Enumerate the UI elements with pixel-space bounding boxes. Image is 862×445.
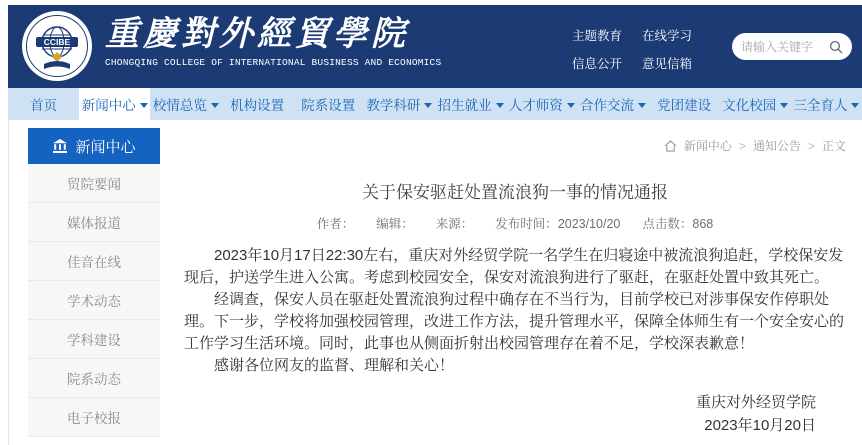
sidebar-header-news-center <box>28 128 160 164</box>
site-name-chinese: 重慶對外經貿學院 <box>105 14 409 54</box>
article-paragraph-1: 2023年10月17日22:30左右，重庆对外经贸学院一名学生在归寝途中被流浪狗追赶，学校保安发现后，护送学生进入公寓。考虑到校园安全，保安对流浪狗进行了驱赶，在驱赶处置中致其死亡。 <box>184 247 844 286</box>
site-page <box>8 5 862 445</box>
article-meta <box>184 214 846 232</box>
meta-clicks-label: 点击数： <box>642 217 693 231</box>
sidebar-item-academic-news[interactable]: 学术动态 <box>28 281 160 320</box>
quick-link-theme-education[interactable]: 主题教育 <box>571 29 622 43</box>
nav-item-school-overview[interactable] <box>150 88 221 120</box>
site-brand <box>105 13 441 68</box>
nav-item-departments[interactable] <box>293 88 364 120</box>
sidebar-item-discipline-construction[interactable]: 学科建设 <box>28 320 160 359</box>
nav-label: 三全育人 <box>793 98 848 113</box>
chevron-down-icon <box>211 103 219 108</box>
site-header <box>8 5 862 88</box>
nav-label: 党团建设 <box>657 98 712 113</box>
meta-publish-time <box>495 214 620 232</box>
nav-label: 校情总览 <box>152 98 207 113</box>
nav-item-party-building[interactable] <box>649 88 720 120</box>
header-quick-links <box>572 26 692 72</box>
signature-org: 重庆对外经贸学院 <box>695 394 816 411</box>
nav-label: 院系设置 <box>301 98 356 113</box>
nav-item-talent-faculty[interactable] <box>506 88 577 120</box>
nav-item-teaching-research[interactable] <box>364 88 435 120</box>
chevron-down-icon <box>638 103 646 108</box>
nav-item-admissions-employment[interactable] <box>435 88 506 120</box>
chevron-down-icon <box>780 103 788 108</box>
search-icon[interactable] <box>829 40 843 54</box>
breadcrumb <box>184 137 846 154</box>
search-input[interactable] <box>741 40 825 54</box>
nav-label: 教学科研 <box>366 98 421 113</box>
chevron-down-icon <box>140 103 148 108</box>
meta-author-label: 作者： <box>316 217 355 231</box>
chevron-down-icon <box>567 103 575 108</box>
sidebar <box>28 128 160 445</box>
nav-item-three-all-education[interactable] <box>791 88 862 120</box>
nav-item-home[interactable] <box>8 88 79 120</box>
breadcrumb-notices[interactable]: 通知公告 <box>752 139 801 153</box>
meta-editor <box>376 214 414 232</box>
nav-label: 人才师资 <box>508 98 563 113</box>
meta-time-label: 发布时间： <box>495 217 558 231</box>
school-building-icon <box>52 139 68 153</box>
nav-label: 新闻中心 <box>81 98 136 113</box>
nav-item-organization[interactable] <box>222 88 293 120</box>
search-box[interactable] <box>732 33 852 60</box>
quick-link-suggestion-mailbox[interactable]: 意见信箱 <box>641 57 692 71</box>
sidebar-item-college-news[interactable]: 贸院要闻 <box>28 164 160 203</box>
sidebar-item-department-news[interactable]: 院系动态 <box>28 359 160 398</box>
sidebar-item-e-newspaper[interactable]: 电子校报 <box>28 398 160 437</box>
site-name-english: CHONGQING COLLEGE OF INTERNATIONAL BUSINESS AND ECONOMICS <box>105 57 442 68</box>
article-signature <box>184 391 846 437</box>
chevron-down-icon <box>424 103 432 108</box>
breadcrumb-news-center[interactable]: 新闻中心 <box>683 139 732 153</box>
article-paragraph-3: 感谢各位网友的监督、理解和关心！ <box>214 357 455 374</box>
nav-label: 招生就业 <box>437 98 492 113</box>
nav-label: 机构设置 <box>230 98 285 113</box>
nav-item-news-center[interactable] <box>79 88 150 120</box>
article-title: 关于保安驱赶处置流浪狗一事的情况通报 <box>362 183 668 202</box>
breadcrumb-separator: > <box>738 138 746 153</box>
signature-date: 2023年10月20日 <box>704 417 816 434</box>
meta-source-label: 来源： <box>435 217 474 231</box>
main-nav <box>8 88 862 120</box>
meta-author <box>317 214 355 232</box>
sidebar-title: 新闻中心 <box>75 138 136 156</box>
nav-label: 文化校园 <box>722 98 777 113</box>
logo-acronym: CCIBE <box>43 37 71 47</box>
article-paragraph-2: 经调查，保安人员在驱赶处置流浪狗过程中确存在不当行为，目前学校已对涉事保安作停职处理。下一步，学校将加强校园管理，改进工作方法，提升管理水平，保障全体师生有一个安全安心的工作学习生活环境。同时，此事也从侧面折射出校园管理存在着不足，学校深表歉意！ <box>184 291 845 352</box>
sidebar-item-good-news-online[interactable]: 佳音在线 <box>28 242 160 281</box>
nav-item-culture-campus[interactable] <box>720 88 791 120</box>
nav-item-cooperation-exchange[interactable] <box>577 88 648 120</box>
article-body <box>184 245 846 377</box>
chevron-down-icon <box>851 103 859 108</box>
college-logo[interactable] <box>21 10 93 82</box>
breadcrumb-separator: > <box>807 138 815 153</box>
meta-clicks-value: 868 <box>692 217 714 231</box>
chevron-down-icon <box>496 103 504 108</box>
meta-time-value: 2023/10/20 <box>557 217 621 231</box>
meta-clicks <box>642 214 713 232</box>
nav-label: 首页 <box>30 98 58 113</box>
sidebar-item-media-reports[interactable]: 媒体报道 <box>28 203 160 242</box>
quick-link-info-disclosure[interactable]: 信息公开 <box>571 57 622 71</box>
content-area <box>8 120 862 445</box>
nav-label: 合作交流 <box>579 98 634 113</box>
home-icon[interactable] <box>664 140 677 152</box>
meta-editor-label: 编辑： <box>376 217 414 231</box>
main-panel <box>160 120 862 445</box>
breadcrumb-current: 正文 <box>821 139 846 153</box>
meta-source <box>436 214 474 232</box>
quick-link-online-learning[interactable]: 在线学习 <box>641 29 692 43</box>
